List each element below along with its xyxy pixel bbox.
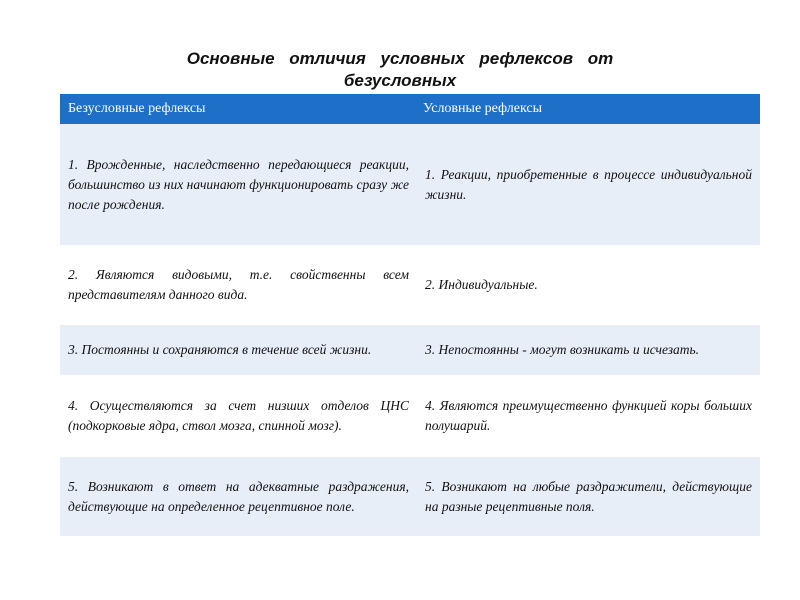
- header-conditioned: Условные рефлексы: [415, 94, 760, 124]
- row-1-conditioned: [415, 124, 760, 246]
- row-3-left-text: 3. Постоянны и сохраняются в течение всей жизни.: [68, 342, 372, 357]
- row-2-left-text: 2. Являются видовыми, т.е. свойственны всем представителям данного вида.: [68, 267, 409, 302]
- row-5-right-text: 5. Возникают на любые раздражители, действующие на разные рецептивные поля.: [425, 478, 752, 514]
- row-5-left-text: 5. Возникают в ответ на адекватные раздражения, действующие на определенное рецептивное поле.: [68, 478, 409, 514]
- row-1-left-text: 1. Врожденные, наследственно передающиеся реакции, большинство из них начинают функционировать сразу же после рождения.: [68, 156, 409, 212]
- table-header-row: [60, 94, 760, 124]
- table-row: [60, 324, 760, 376]
- row-2-conditioned: [415, 246, 760, 324]
- row-5-conditioned: [415, 456, 760, 536]
- row-2-unconditioned: [60, 246, 415, 324]
- header-unconditioned: Безусловные рефлексы: [60, 94, 415, 124]
- row-2-right-text: 2. Индивидуальные.: [425, 277, 538, 292]
- table-row: [60, 376, 760, 456]
- title-line-1: Основные отличия условных рефлексов от: [186, 49, 614, 68]
- row-5-unconditioned: [60, 456, 415, 536]
- row-4-right-text: 4. Являются преимущественно функцией коры больших полушарий.: [425, 398, 752, 433]
- title-line-2: безусловных: [343, 71, 457, 90]
- page-title: [0, 48, 800, 92]
- row-4-unconditioned: [60, 376, 415, 456]
- row-1-unconditioned: [60, 124, 415, 246]
- row-3-right-text: 3. Непостоянны - могут возникать и исчезать.: [425, 342, 700, 357]
- row-3-conditioned: [415, 324, 760, 376]
- row-4-left-text: 4. Осуществляются за счет низших отделов ЦНС (подкорковые ядра, ствол мозга, спинной мозг).: [68, 398, 409, 433]
- table-row: [60, 456, 760, 536]
- row-1-right-text: 1. Реакции, приобретенные в процессе индивидуальной жизни.: [425, 166, 752, 202]
- table-row: [60, 246, 760, 324]
- table-row: [60, 124, 760, 246]
- comparison-table: [60, 94, 760, 536]
- row-3-unconditioned: [60, 324, 415, 376]
- row-4-conditioned: [415, 376, 760, 456]
